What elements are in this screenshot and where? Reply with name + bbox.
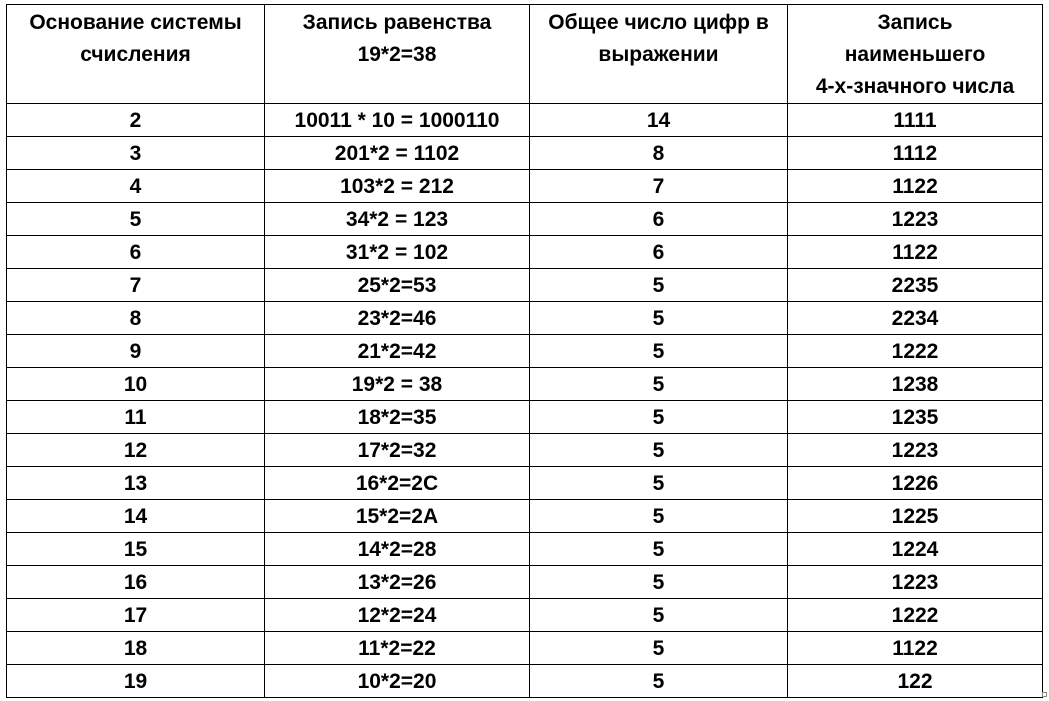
cell-base: 13 xyxy=(7,467,265,500)
cell-base: 4 xyxy=(7,170,265,203)
cell-base: 15 xyxy=(7,533,265,566)
number-systems-table xyxy=(6,4,1043,698)
table-row xyxy=(7,335,1043,368)
table-row xyxy=(7,401,1043,434)
table-row xyxy=(7,104,1043,137)
header-digit-count-line-2: выражении xyxy=(598,43,719,66)
table-row xyxy=(7,533,1043,566)
table-row xyxy=(7,566,1043,599)
table-row xyxy=(7,467,1043,500)
table-row xyxy=(7,632,1043,665)
cell-digit-count: 5 xyxy=(530,302,788,335)
cell-smallest-number: 1223 xyxy=(788,566,1043,599)
header-digit-count xyxy=(530,5,788,104)
table-row xyxy=(7,434,1043,467)
header-base-line-1: Основание системы xyxy=(29,11,242,34)
table-header xyxy=(7,5,1043,104)
cell-base: 19 xyxy=(7,665,265,698)
table-row xyxy=(7,137,1043,170)
cell-base: 17 xyxy=(7,599,265,632)
header-smallest-number-line-2: наименьшего xyxy=(844,43,986,66)
cell-equality: 103*2 = 212 xyxy=(265,170,530,203)
cell-smallest-number: 1225 xyxy=(788,500,1043,533)
cell-smallest-number: 1235 xyxy=(788,401,1043,434)
cell-smallest-number: 1224 xyxy=(788,533,1043,566)
cell-digit-count: 5 xyxy=(530,335,788,368)
cell-smallest-number: 1223 xyxy=(788,434,1043,467)
cell-equality: 18*2=35 xyxy=(265,401,530,434)
cell-smallest-number: 1223 xyxy=(788,203,1043,236)
cell-digit-count: 5 xyxy=(530,368,788,401)
cell-equality: 21*2=42 xyxy=(265,335,530,368)
cell-equality: 11*2=22 xyxy=(265,632,530,665)
header-equality-line-1: Запись равенства xyxy=(302,11,492,34)
cell-equality: 14*2=28 xyxy=(265,533,530,566)
cell-digit-count: 5 xyxy=(530,467,788,500)
cell-equality: 15*2=2A xyxy=(265,500,530,533)
cell-digit-count: 5 xyxy=(530,500,788,533)
table-row xyxy=(7,236,1043,269)
cell-smallest-number: 1222 xyxy=(788,335,1043,368)
cell-base: 18 xyxy=(7,632,265,665)
cell-smallest-number: 1222 xyxy=(788,599,1043,632)
cell-digit-count: 5 xyxy=(530,269,788,302)
cell-base: 16 xyxy=(7,566,265,599)
cell-equality: 17*2=32 xyxy=(265,434,530,467)
cell-equality: 16*2=2C xyxy=(265,467,530,500)
table-row xyxy=(7,203,1043,236)
number-systems-table-container xyxy=(6,4,1042,698)
cell-smallest-number: 1226 xyxy=(788,467,1043,500)
cell-smallest-number: 2234 xyxy=(788,302,1043,335)
cell-base: 11 xyxy=(7,401,265,434)
cell-digit-count: 5 xyxy=(530,533,788,566)
cell-digit-count: 14 xyxy=(530,104,788,137)
cell-base: 7 xyxy=(7,269,265,302)
header-base xyxy=(7,5,265,104)
cell-equality: 10011 * 10 = 1000110 xyxy=(265,104,530,137)
resize-handle-icon xyxy=(1042,692,1047,697)
header-equality xyxy=(265,5,530,104)
cell-base: 8 xyxy=(7,302,265,335)
cell-base: 3 xyxy=(7,137,265,170)
header-smallest-number xyxy=(788,5,1043,104)
cell-smallest-number: 1111 xyxy=(788,104,1043,137)
header-smallest-number-line-3: 4-х-значного числа xyxy=(815,75,1015,98)
cell-base: 5 xyxy=(7,203,265,236)
cell-equality: 13*2=26 xyxy=(265,566,530,599)
cell-equality: 201*2 = 1102 xyxy=(265,137,530,170)
cell-equality: 12*2=24 xyxy=(265,599,530,632)
table-row xyxy=(7,599,1043,632)
cell-digit-count: 5 xyxy=(530,401,788,434)
cell-smallest-number: 1122 xyxy=(788,170,1043,203)
cell-digit-count: 7 xyxy=(530,170,788,203)
cell-equality: 23*2=46 xyxy=(265,302,530,335)
cell-equality: 10*2=20 xyxy=(265,665,530,698)
cell-digit-count: 6 xyxy=(530,236,788,269)
cell-digit-count: 6 xyxy=(530,203,788,236)
cell-digit-count: 5 xyxy=(530,434,788,467)
table-row xyxy=(7,368,1043,401)
cell-smallest-number: 122 xyxy=(788,665,1043,698)
cell-base: 9 xyxy=(7,335,265,368)
cell-base: 12 xyxy=(7,434,265,467)
cell-digit-count: 8 xyxy=(530,137,788,170)
cell-base: 14 xyxy=(7,500,265,533)
cell-equality: 19*2 = 38 xyxy=(265,368,530,401)
cell-digit-count: 5 xyxy=(530,599,788,632)
cell-equality: 31*2 = 102 xyxy=(265,236,530,269)
cell-digit-count: 5 xyxy=(530,665,788,698)
cell-smallest-number: 1122 xyxy=(788,632,1043,665)
cell-smallest-number: 2235 xyxy=(788,269,1043,302)
header-smallest-number-line-1: Запись xyxy=(877,11,953,34)
table-row xyxy=(7,302,1043,335)
table-row xyxy=(7,269,1043,302)
cell-digit-count: 5 xyxy=(530,632,788,665)
cell-equality: 25*2=53 xyxy=(265,269,530,302)
cell-equality: 34*2 = 123 xyxy=(265,203,530,236)
header-base-line-2: счисления xyxy=(80,43,191,66)
table-row xyxy=(7,500,1043,533)
cell-base: 10 xyxy=(7,368,265,401)
table-row xyxy=(7,170,1043,203)
header-equality-line-2: 19*2=38 xyxy=(357,43,437,66)
header-digit-count-line-1: Общее число цифр в xyxy=(548,11,769,34)
cell-base: 6 xyxy=(7,236,265,269)
cell-smallest-number: 1238 xyxy=(788,368,1043,401)
header-row xyxy=(7,5,1043,104)
cell-smallest-number: 1122 xyxy=(788,236,1043,269)
cell-smallest-number: 1112 xyxy=(788,137,1043,170)
cell-digit-count: 5 xyxy=(530,566,788,599)
table-body xyxy=(7,104,1043,698)
table-row xyxy=(7,665,1043,698)
cell-base: 2 xyxy=(7,104,265,137)
